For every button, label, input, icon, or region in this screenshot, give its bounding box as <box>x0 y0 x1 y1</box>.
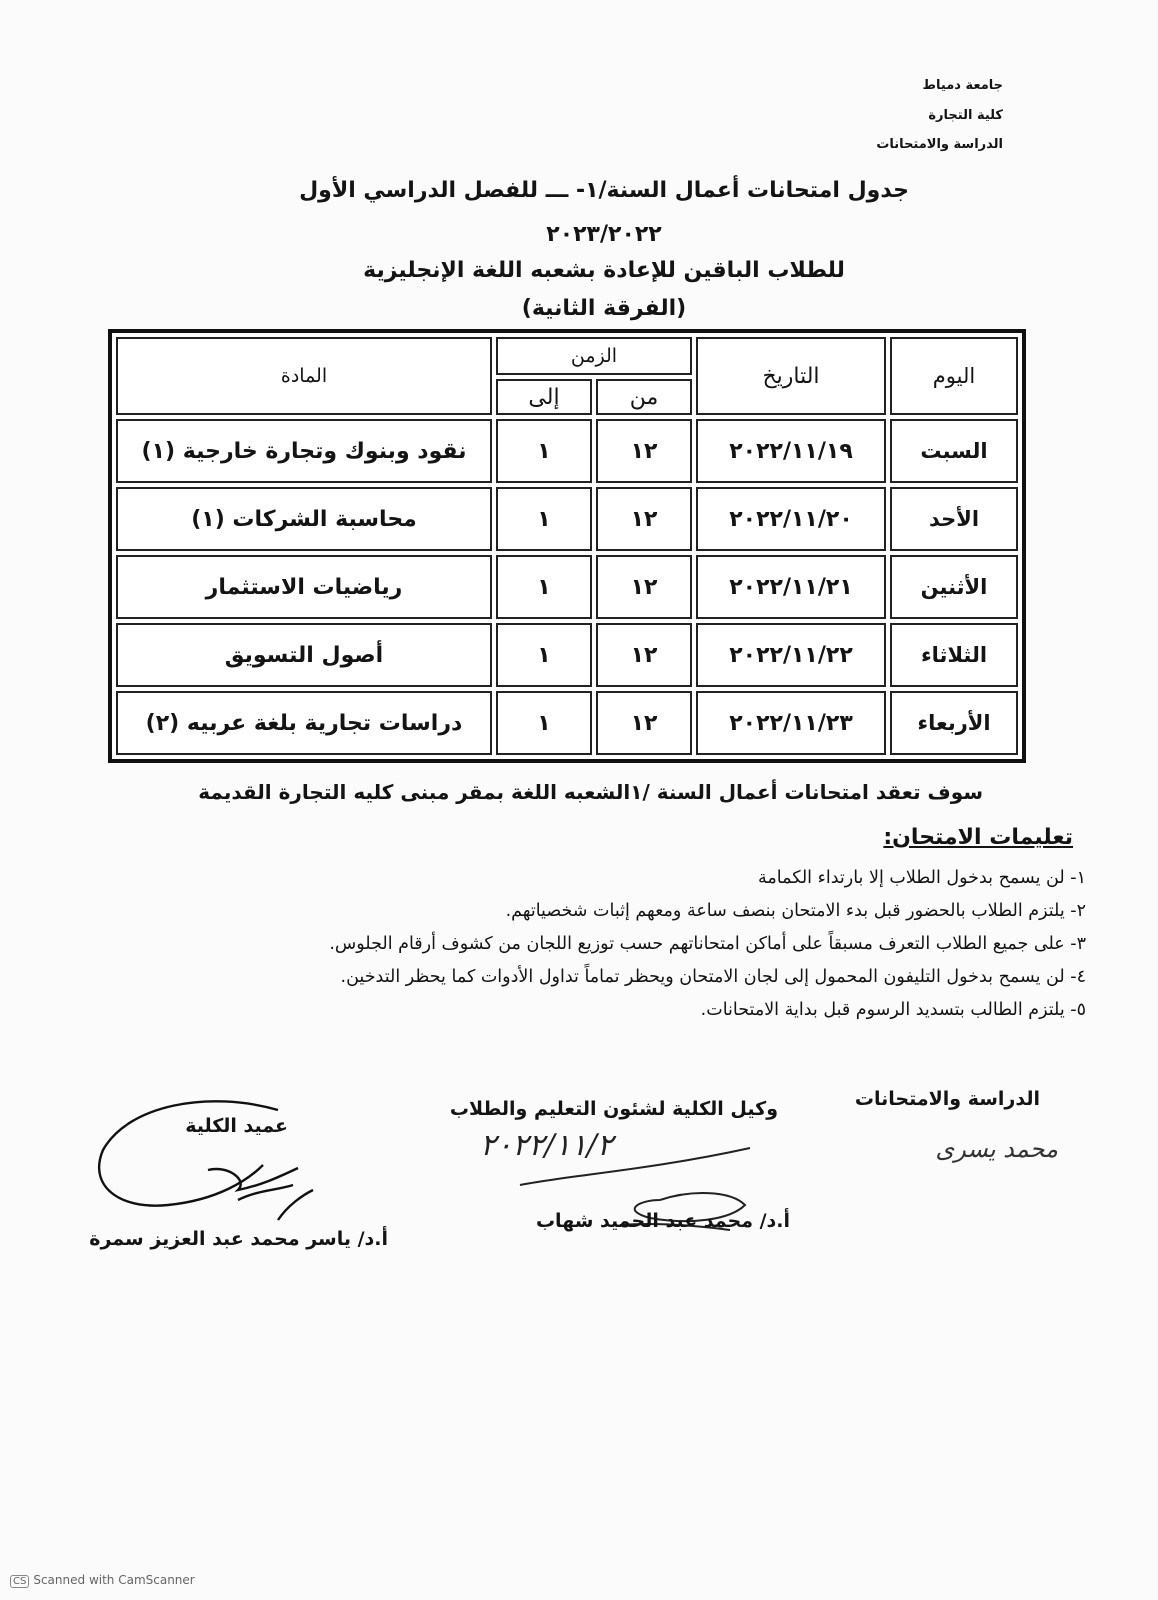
camscanner-badge: CS <box>10 1575 29 1588</box>
row-to: ١ <box>496 623 592 687</box>
row-subject: رياضيات الاستثمار <box>116 555 492 619</box>
header-time: الزمن <box>496 337 692 375</box>
row-from: ١٢ <box>596 623 692 687</box>
dean-signature-label: عميد الكلية <box>185 1115 288 1137</box>
row-subject: محاسبة الشركات (١) <box>116 487 492 551</box>
row-subject: نقود وبنوك وتجارة خارجية (١) <box>116 419 492 483</box>
row-day: الأحد <box>890 487 1018 551</box>
scanner-text: Scanned with CamScanner <box>33 1573 195 1587</box>
instruction-item: ٥- يلتزم الطالب بتسديد الرسوم قبل بداية الامتحانات. <box>700 1000 1086 1020</box>
instruction-item: ٤- لن يسمح بدخول التليفون المحمول إلى لجان الامتحان ويحظر تماماً تداول الأدوات كما يحظر التدخين. <box>340 967 1086 987</box>
row-date: ٢٠٢٢/١١/٢٠ <box>696 487 886 551</box>
department-name: الدراسة والامتحانات <box>876 137 1003 152</box>
dean-signature <box>88 1090 318 1250</box>
exam-schedule-table <box>108 329 1026 763</box>
row-from: ١٢ <box>596 487 692 551</box>
row-from: ١٢ <box>596 419 692 483</box>
university-name: جامعة دمياط <box>922 78 1003 93</box>
row-date: ٢٠٢٢/١١/٢٣ <box>696 691 886 755</box>
row-to: ١ <box>496 487 592 551</box>
row-date: ٢٠٢٢/١١/٢٢ <box>696 623 886 687</box>
instruction-item: ٢- يلتزم الطلاب بالحضور قبل بدء الامتحان بنصف ساعة ومعهم إثبات شخصياتهم. <box>505 901 1086 921</box>
faculty-name: كلية التجارة <box>928 108 1003 123</box>
header-from: من <box>596 379 692 415</box>
studies-handwriting: محمد يسرى <box>935 1135 1058 1163</box>
table-row <box>116 623 1018 687</box>
instruction-item: ١- لن يسمح بدخول الطلاب إلا بارتداء الكمامة <box>757 868 1086 888</box>
vice-dean-signature-label: وكيل الكلية لشئون التعليم والطلاب <box>449 1098 778 1120</box>
header-subject: المادة <box>116 337 492 415</box>
row-date: ٢٠٢٢/١١/٢١ <box>696 555 886 619</box>
row-to: ١ <box>496 691 592 755</box>
instruction-item: ٣- على جميع الطلاب التعرف مسبقاً على أماكن امتحاناتهم حسب توزيع اللجان من كشوف أرقام الجلوس. <box>329 934 1086 954</box>
document-title: جدول امتحانات أعمال السنة/١- ـــ للفصل الدراسي الأول <box>299 178 909 203</box>
row-to: ١ <box>496 419 592 483</box>
scanner-watermark <box>10 1573 195 1588</box>
table-row <box>116 419 1018 483</box>
vice-dean-name: أ.د/ محمد عبد الحميد شهاب <box>535 1210 790 1232</box>
row-day: الثلاثاء <box>890 623 1018 687</box>
row-day: السبت <box>890 419 1018 483</box>
vice-dean-handwritten-date: ٢٠٢٢/١١/٢ <box>480 1128 614 1163</box>
row-from: ١٢ <box>596 691 692 755</box>
dean-name: أ.د/ ياسر محمد عبد العزيز سمرة <box>89 1228 388 1250</box>
row-from: ١٢ <box>596 555 692 619</box>
row-day: الأربعاء <box>890 691 1018 755</box>
row-subject: دراسات تجارية بلغة عربيه (٢) <box>116 691 492 755</box>
table-row <box>116 555 1018 619</box>
header-to: إلى <box>496 379 592 415</box>
studies-signature-label: الدراسة والامتحانات <box>854 1088 1040 1110</box>
instructions-title: تعليمات الامتحان: <box>883 825 1073 850</box>
header-day: اليوم <box>890 337 1018 415</box>
academic-year: ٢٠٢٣/٢٠٢٢ <box>546 222 662 247</box>
class-level: (الفرقة الثانية) <box>521 296 687 321</box>
table-row <box>116 691 1018 755</box>
exam-location-note: سوف تعقد امتحانات أعمال السنة /١الشعبه اللغة بمقر مبنى كليه التجارة القديمة <box>198 780 983 804</box>
row-day: الأثنين <box>890 555 1018 619</box>
table-row <box>116 487 1018 551</box>
instructions-list <box>66 862 1086 1027</box>
row-date: ٢٠٢٢/١١/١٩ <box>696 419 886 483</box>
row-to: ١ <box>496 555 592 619</box>
target-students: للطلاب الباقين للإعادة بشعبه اللغة الإنجليزية <box>363 258 845 283</box>
header-date: التاريخ <box>696 337 886 415</box>
row-subject: أصول التسويق <box>116 623 492 687</box>
